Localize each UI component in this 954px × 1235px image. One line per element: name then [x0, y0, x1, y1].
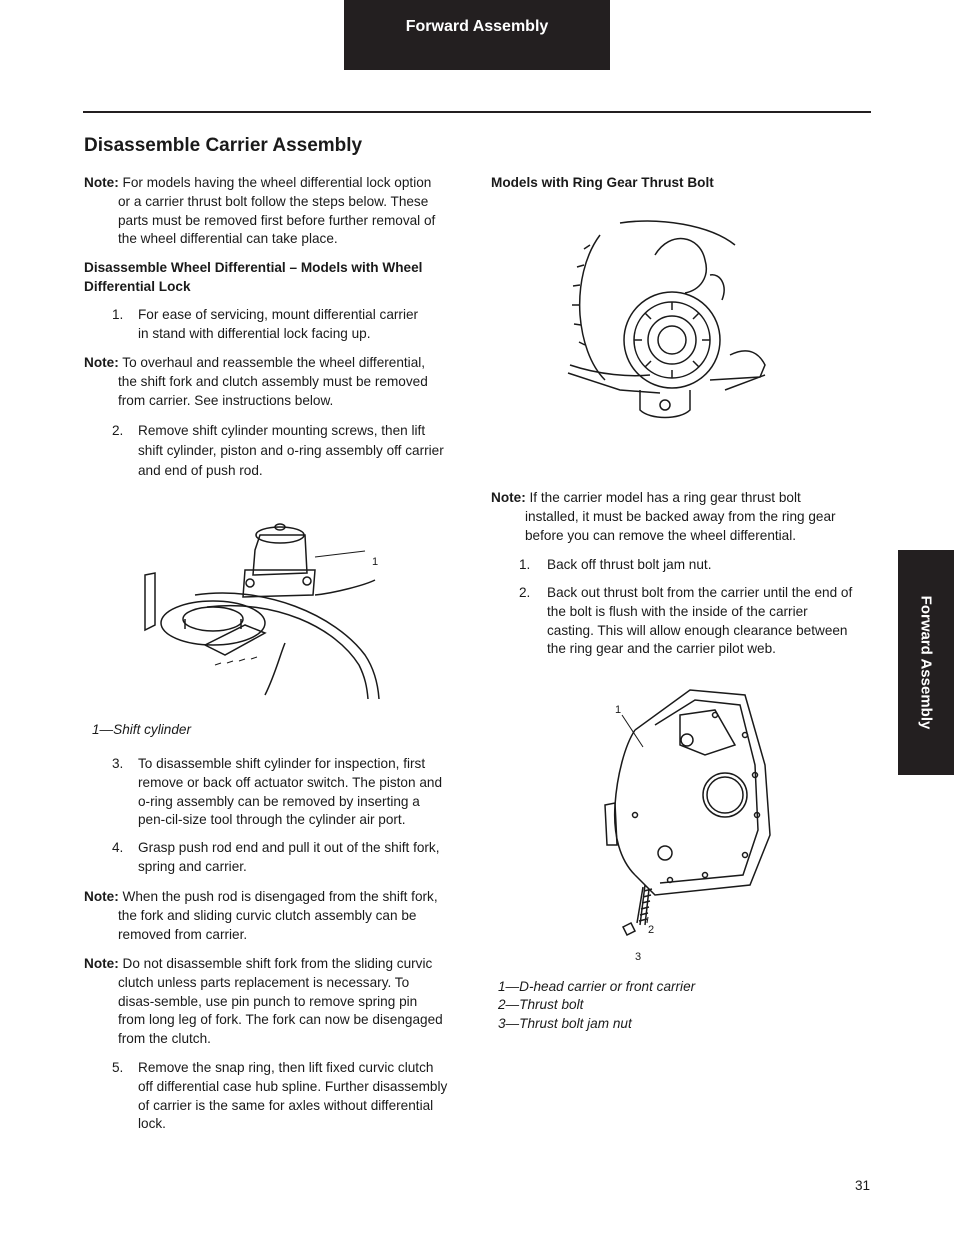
side-tab-label: Forward Assembly [917, 595, 935, 730]
header-rule [83, 111, 871, 113]
page-title: Disassemble Carrier Assembly [84, 135, 363, 156]
figure1-callout: 1 [372, 556, 379, 568]
note-1 [84, 174, 446, 249]
step-text: Grasp push rod end and pull it out of the shift fork, spring and carrier. [138, 840, 440, 874]
step-number: 2. [519, 585, 531, 600]
step-number: 1. [519, 557, 531, 572]
figure3-caption-1: 1—D-head carrier or front carrier [498, 979, 696, 994]
note-2 [84, 354, 446, 410]
step-3 [112, 755, 444, 830]
note-4 [84, 955, 446, 1049]
step-number: 3. [112, 756, 124, 771]
step-2 [112, 421, 444, 481]
step-text: For ease of servicing, mount differential carrier in stand with differential lock facing up. [138, 307, 419, 341]
step-4 [112, 839, 444, 877]
note-label: Note: [491, 490, 526, 505]
subheading-wheel-diff-lock: Disassemble Wheel Differential – Models with Wheel Differential Lock [84, 260, 423, 294]
note-3 [84, 888, 446, 944]
step-number: 2. [112, 423, 124, 438]
step-right-1 [519, 556, 849, 575]
figure3-caption-3: 3—Thrust bolt jam nut [498, 1016, 632, 1031]
step-text: Back out thrust bolt from the carrier until the end of the bolt is flush with the inside of the carrier casting. This will allow enough clearance between the ring gear and the carrier pilot web. [547, 585, 853, 657]
figure3-callout-3: 3 [635, 951, 642, 963]
step-right-2 [519, 584, 854, 659]
page-number: 31 [855, 1178, 871, 1193]
note-label: Note: [84, 175, 119, 190]
step-text: Back off thrust bolt jam nut. [547, 557, 712, 572]
carrier-thrust-bolt-figure [595, 685, 785, 965]
step-number: 1. [112, 307, 124, 322]
step-text: Remove the snap ring, then lift fixed curvic clutch off differential case hub spline. Further disassembly of carrier is the same for axles without differential lock. [138, 1060, 448, 1132]
note-text: If the carrier model has a ring gear thrust bolt installed, it must be backed away from the ring gear before you can remove the wheel differential. [525, 490, 836, 543]
side-tab [898, 550, 954, 775]
subheading-thrust-bolt: Models with Ring Gear Thrust Bolt [491, 175, 714, 190]
note-label: Note: [84, 956, 119, 971]
step-1 [112, 306, 432, 344]
figure3-callout-2: 2 [648, 924, 655, 936]
note-text: Do not disassemble shift fork from the sliding curvic clutch unless parts replacement is necessary. To disas-semble, use pin punch to remove spring pin from long leg of fork. The fork can now be disengaged from the clutch. [118, 956, 443, 1047]
step-text: Remove shift cylinder mounting screws, then lift shift cylinder, piston and o-ring assembly off carrier and end of push rod. [138, 423, 444, 478]
ring-gear-hands-figure [560, 215, 775, 425]
figure3-caption-2: 2—Thrust bolt [498, 997, 584, 1012]
note-label: Note: [84, 889, 119, 904]
section-header-label: Forward Assembly [405, 18, 549, 35]
note-text: For models having the wheel differential lock option or a carrier thrust bolt follow the steps below. These parts must be removed first before further removal of the wheel differential can take place. [118, 175, 436, 247]
section-header-tab [344, 0, 610, 70]
figure1-caption: 1—Shift cylinder [92, 722, 191, 737]
figure3-callout-1: 1 [615, 704, 622, 716]
step-5 [112, 1059, 452, 1134]
note-label: Note: [84, 355, 119, 370]
shift-cylinder-figure [135, 515, 385, 700]
note-thrust-bolt [491, 489, 851, 545]
note-text: When the push rod is disengaged from the shift fork, the fork and sliding curvic clutch assembly can be removed from carrier. [118, 889, 438, 942]
step-number: 5. [112, 1060, 124, 1075]
step-text: To disassemble shift cylinder for inspection, first remove or back off actuator switch. The piston and o-ring assembly can be removed by inserting a pen-cil-size tool through the cylinder air port. [138, 756, 443, 828]
step-number: 4. [112, 840, 124, 855]
note-text: To overhaul and reassemble the wheel differential, the shift fork and clutch assembly must be removed from carrier. See instructions below. [118, 355, 428, 408]
